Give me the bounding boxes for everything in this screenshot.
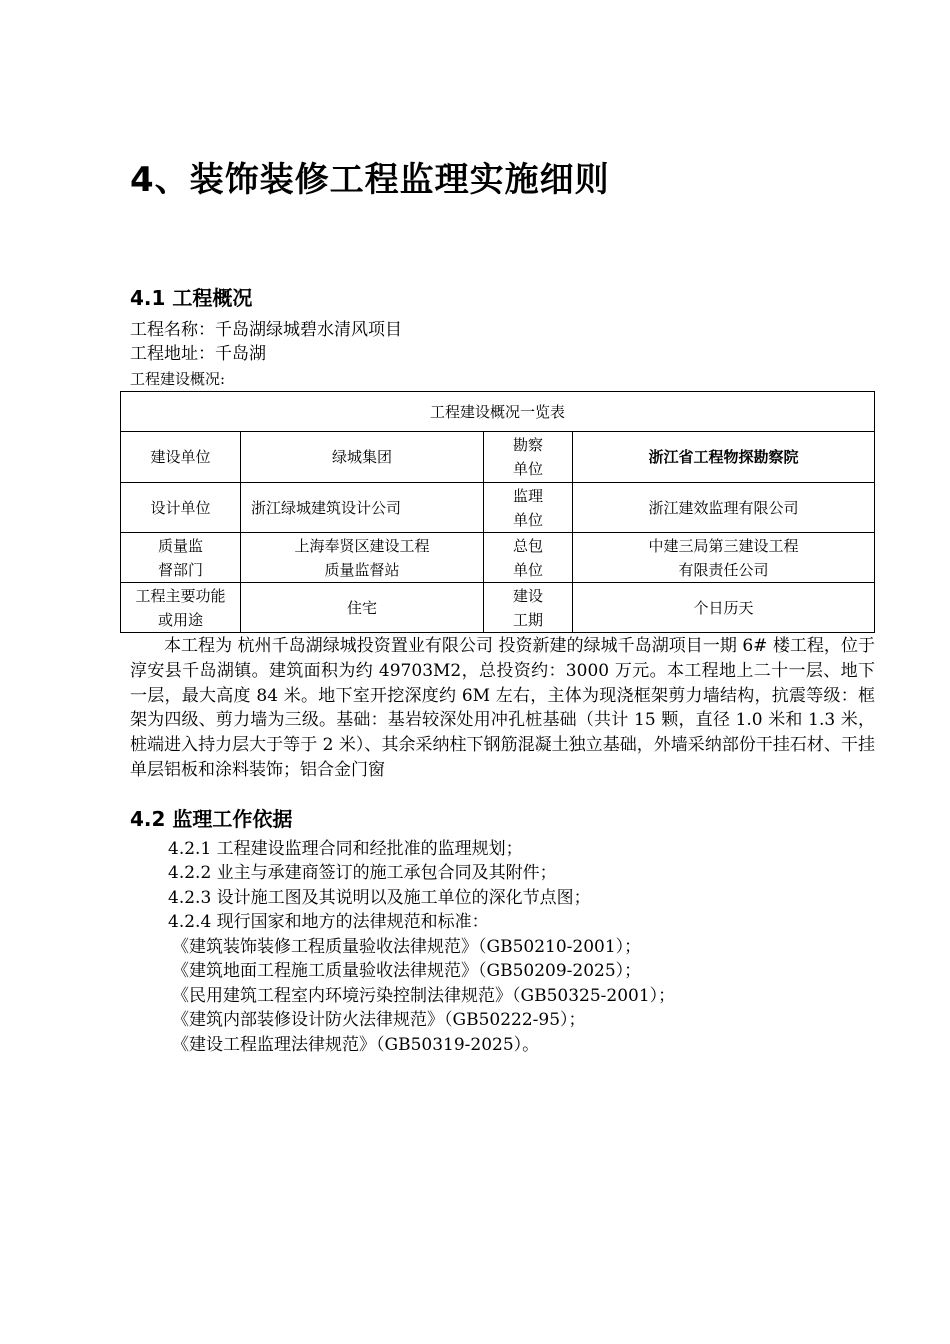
table-row: [121, 392, 875, 432]
table-cell: [573, 533, 875, 583]
standard-item: 《建设工程监理法律规范》（GB50319-2025）。: [172, 1035, 540, 1055]
table-cell: [484, 483, 573, 533]
table-cell: [484, 533, 573, 583]
cell-text: 个日历天: [693, 598, 754, 617]
project-name: 工程名称：千岛湖绿城碧水清风项目: [130, 320, 402, 340]
cell-text: 工程主要功能 或用途: [135, 586, 226, 629]
list-item: 4.2.3 设计施工图及其说明以及施工单位的深化节点图；: [168, 888, 591, 908]
cell-text: 住宅: [346, 598, 377, 617]
cell-text: 浙江建效监理有限公司: [648, 498, 799, 517]
cell-text: 勘察 单位: [512, 436, 543, 478]
table-cell: [484, 583, 573, 633]
cell-text: 中建三局第三建设工程 有限责任公司: [648, 536, 799, 579]
cell-text: 质量监 督部门: [157, 536, 203, 579]
cell-text: 浙江绿城建筑设计公司: [251, 498, 402, 517]
cell-text: 设计单位: [150, 498, 211, 517]
standard-item: 《建筑内部装修设计防火法律规范》（GB50222-95）；: [172, 1010, 586, 1030]
cell-text: 上海奉贤区建设工程 质量监督站: [294, 536, 430, 579]
list-item: 4.2.4 现行国家和地方的法律规范和标准：: [168, 912, 489, 932]
table-row: [121, 432, 875, 483]
standard-item: 《建筑地面工程施工质量验收法律规范》（GB50209-2025）；: [172, 961, 642, 981]
table-row: [121, 583, 875, 633]
cell-text: 监理 单位: [512, 486, 543, 529]
section-heading-basis: 4.2 监理工作依据: [130, 807, 293, 831]
table-cell: [121, 432, 241, 483]
table-row: [121, 533, 875, 583]
section-heading-overview: 4.1 工程概况: [130, 286, 253, 310]
table-cell: [121, 583, 241, 633]
cell-text: 总包 单位: [512, 536, 543, 579]
overview-table: [120, 391, 875, 633]
cell-text: 建设单位: [150, 448, 211, 466]
standard-item: 《民用建筑工程室内环境污染控制法律规范》（GB50325-2001）；: [172, 986, 676, 1006]
project-description: 本工程为 杭州千岛湖绿城投资置业有限公司 投资新建的绿城千岛湖项目一期 6# 楼工程，位于淳安县千岛湖镇。建筑面积为约 49703M2，总投资约：3000 万元。本工程地上二十一层、地下一层，最大高度 84 米。地下室开挖深度约 6M 左右，主体为现浇框架剪力墙结构，抗震等级：框架为四级、剪力墙为三级。基础：基岩较深处用冲孔桩基础（共计 15 颗，直径 1.0 米和 1.3 米，桩端进入持力层大于等于 2 米）、其余采纳柱下钢筋混凝土独立基础，外墙采纳部份干挂石材、干挂单层铝板和涂料装饰；铝合金门窗: [130, 636, 875, 780]
standard-item: 《建筑装饰装修工程质量验收法律规范》（GB50210-2001）；: [172, 937, 642, 957]
table-caption: 工程建设概况一览表: [121, 392, 875, 432]
table-cell: [573, 483, 875, 533]
list-item: 4.2.1 工程建设监理合同和经批准的监理规划；: [168, 839, 523, 859]
table-cell: [241, 432, 484, 483]
table-cell: [484, 432, 573, 483]
document-title: 4、装饰装修工程监理实施细则: [130, 160, 610, 200]
table-cell: [121, 483, 241, 533]
list-item: 4.2.2 业主与承建商签订的施工承包合同及其附件；: [168, 863, 557, 883]
table-cell: [573, 583, 875, 633]
table-cell: [241, 533, 484, 583]
cell-text: 绿城集团: [331, 448, 392, 466]
overview-label: 工程建设概况:: [130, 370, 226, 388]
project-address: 工程地址：千岛湖: [130, 344, 266, 364]
cell-text: 建设 工期: [512, 586, 543, 629]
cell-text: 浙江省工程物探勘察院: [648, 448, 799, 466]
table-cell: [121, 533, 241, 583]
table-cell: [573, 432, 875, 483]
table-row: [121, 483, 875, 533]
table-cell: [241, 583, 484, 633]
table-cell: [241, 483, 484, 533]
